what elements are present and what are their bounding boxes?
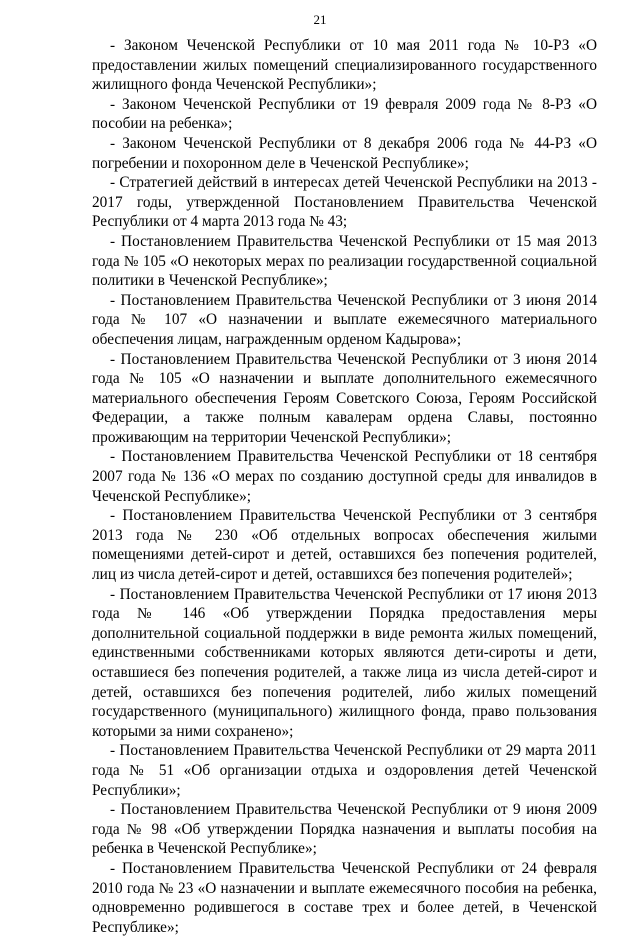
list-item: - Постановлением Правительства Чеченской Республики от 29 марта 2011 года № 51 «Об организации отдыха и оздоровления детей Чеченской Республики»;	[92, 742, 597, 799]
list-item: - Законом Чеченской Республики от 10 мая 2011 года № 10-РЗ «О предоставлении жилых помещений специализированного государственного жилищного фонда Чеченской Республики»;	[92, 37, 597, 94]
list-item: - Постановлением Правительства Чеченской Республики от 3 июня 2014 года № 107 «О назначении и выплате ежемесячного материального обеспечения лицам, награжденным орденом Кадырова»;	[92, 291, 597, 348]
list-item: - Постановлением Правительства Чеченской Республики от 3 июня 2014 года № 105 «О назначении и выплате дополнительного ежемесячного материального обеспечения Героям Советского Союза, Героям Российской Федерации, а также полным кавалерам ордена Славы, постоянно проживающим на территории Чеченской Республики»;	[92, 350, 597, 446]
list-item: - Постановлением Правительства Чеченской Республики от 17 июня 2013 года № 146 «Об утверждении Порядка предоставления меры дополнительной социальной поддержки в виде ремонта жилых помещений, единственными собственниками которых являются дети-сироты и дети, оставшиеся без попечения родителей, а также лица из числа детей-сирот и детей, оставшихся без попечения родителей, либо жилых помещений государственного (муниципального) жилищного фонда, право пользования которыми за ними сохранено»;	[92, 585, 597, 740]
list-item: - Постановлением Правительства Чеченской Республики от 24 февраля 2010 года № 23 «О назначении и выплате ежемесячного пособия на ребенка, одновременно родившегося в составе трех и более детей, в Чеченской Республике»;	[92, 859, 597, 936]
document-body	[92, 36, 597, 937]
list-item: - Законом Чеченской Республики от 8 декабря 2006 года № 44-РЗ «О погребении и похоронном деле в Чеченской Республике»;	[92, 134, 597, 172]
list-item: - Постановлением Правительства Чеченской Республики от 9 июня 2009 года № 98 «Об утверждении Порядка назначения и выплаты пособия на ребенка в Чеченской Республике»;	[92, 801, 597, 858]
list-item: - Постановлением Правительства Чеченской Республики от 3 сентября 2013 года № 230 «Об отдельных вопросах обеспечения жилыми помещениями детей-сирот и детей, оставшихся без попечения родителей, лиц из числа детей-сирот и детей, оставшихся без попечения родителей»;	[92, 507, 597, 584]
list-item: - Постановлением Правительства Чеченской Республики от 15 мая 2013 года № 105 «О некоторых мерах по реализации государственной социальной политики в Чеченской Республике»;	[92, 232, 597, 290]
page-number: 21	[313, 12, 327, 27]
list-item: - Стратегией действий в интересах детей Чеченской Республики на 2013 - 2017 годы, утвержденной Постановлением Правительства Чеченской Республики от 4 марта 2013 года № 43;	[92, 174, 597, 231]
list-item: - Постановлением Правительства Чеченской Республики от 18 сентября 2007 года № 136 «О мерах по созданию доступной среды для инвалидов в Чеченской Республике»;	[92, 448, 597, 505]
list-item: - Законом Чеченской Республики от 19 февраля 2009 года № 8-РЗ «О пособии на ребенка»;	[92, 95, 597, 133]
